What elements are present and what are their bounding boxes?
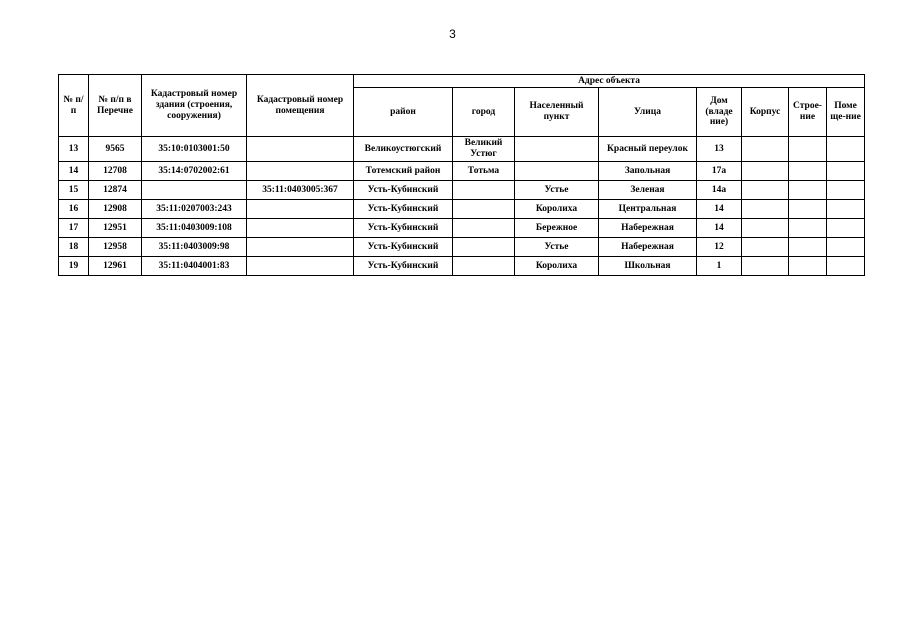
cell-room-cad [247,219,354,238]
cell-building-cad: 35:11:0403009:108 [142,219,247,238]
header-locality: Населенный пункт [515,88,599,137]
cell-locality: Бережное [515,219,599,238]
cell-building-cad: 35:11:0207003:243 [142,200,247,219]
cell-locality: Королиха [515,200,599,219]
cell-korpus [742,219,789,238]
objects-table [58,74,865,276]
cell-korpus [742,238,789,257]
table-row [59,200,865,219]
cell-stroenie [789,219,827,238]
cell-city: Тотьма [453,162,515,181]
cell-city [453,181,515,200]
header-korpus: Корпус [742,88,789,137]
cell-korpus [742,200,789,219]
cell-building-cad: 35:14:0702002:61 [142,162,247,181]
table-row [59,137,865,162]
cell-house: 13 [697,137,742,162]
cell-list-num: 12958 [89,238,142,257]
header-stroenie: Строе-ние [789,88,827,137]
cell-district: Тотемский район [354,162,453,181]
cell-list-num: 9565 [89,137,142,162]
cell-list-num: 12908 [89,200,142,219]
cell-num: 13 [59,137,89,162]
cell-city [453,200,515,219]
cell-locality: Устье [515,181,599,200]
cell-city [453,219,515,238]
header-room-cadastral: Кадастровый номер помещения [247,75,354,137]
cell-stroenie [789,162,827,181]
cell-stroenie [789,181,827,200]
cell-pomeshchenie [827,162,865,181]
cell-pomeshchenie [827,200,865,219]
cell-korpus [742,257,789,276]
cell-house: 17а [697,162,742,181]
cell-pomeshchenie [827,257,865,276]
cell-city: Великий Устюг [453,137,515,162]
cell-room-cad [247,257,354,276]
cell-house: 14а [697,181,742,200]
cell-num: 19 [59,257,89,276]
cell-house: 1 [697,257,742,276]
cell-num: 15 [59,181,89,200]
cell-district: Усть-Кубинский [354,200,453,219]
cell-stroenie [789,137,827,162]
table-row [59,257,865,276]
cell-stroenie [789,238,827,257]
header-district: район [354,88,453,137]
header-num: № п/п [59,75,89,137]
header-pomeshchenie: Поме ще-ние [827,88,865,137]
cell-locality [515,162,599,181]
header-list-num: № п/п в Перечне [89,75,142,137]
cell-street: Зеленая [599,181,697,200]
cell-city [453,238,515,257]
cell-locality: Королиха [515,257,599,276]
cell-room-cad: 35:11:0403005:367 [247,181,354,200]
table-header [59,75,865,137]
cell-street: Школьная [599,257,697,276]
cell-locality: Устье [515,238,599,257]
cell-pomeshchenie [827,137,865,162]
table-row [59,238,865,257]
cell-building-cad [142,181,247,200]
cell-room-cad [247,200,354,219]
cell-room-cad [247,137,354,162]
header-street: Улица [599,88,697,137]
cell-num: 18 [59,238,89,257]
header-building-cadastral: Кадастровый номер здания (строения, сооружения) [142,75,247,137]
cell-num: 14 [59,162,89,181]
cell-pomeshchenie [827,219,865,238]
cell-room-cad [247,162,354,181]
header-address-group: Адрес объекта [354,75,865,88]
cell-street: Центральная [599,200,697,219]
cell-list-num: 12951 [89,219,142,238]
cell-list-num: 12961 [89,257,142,276]
page-number: 3 [449,27,456,41]
cell-locality [515,137,599,162]
header-city: город [453,88,515,137]
table-body [59,137,865,276]
cell-city [453,257,515,276]
cell-list-num: 12874 [89,181,142,200]
cell-num: 16 [59,200,89,219]
cell-building-cad: 35:11:0404001:83 [142,257,247,276]
cell-korpus [742,162,789,181]
cell-korpus [742,181,789,200]
cell-house: 14 [697,200,742,219]
cell-pomeshchenie [827,181,865,200]
cell-building-cad: 35:10:0103001:50 [142,137,247,162]
cell-stroenie [789,257,827,276]
table-row [59,219,865,238]
cell-district: Усть-Кубинский [354,257,453,276]
cell-district: Великоустюгский [354,137,453,162]
cell-street: Набережная [599,219,697,238]
cell-num: 17 [59,219,89,238]
table-row [59,162,865,181]
table-row [59,181,865,200]
cell-district: Усть-Кубинский [354,219,453,238]
cell-list-num: 12708 [89,162,142,181]
cell-room-cad [247,238,354,257]
cell-street: Красный переулок [599,137,697,162]
header-house: Дом (владе ние) [697,88,742,137]
cell-house: 12 [697,238,742,257]
cell-house: 14 [697,219,742,238]
cell-stroenie [789,200,827,219]
cell-district: Усть-Кубинский [354,181,453,200]
cell-building-cad: 35:11:0403009:98 [142,238,247,257]
cell-korpus [742,137,789,162]
cell-street: Набережная [599,238,697,257]
cell-pomeshchenie [827,238,865,257]
cell-district: Усть-Кубинский [354,238,453,257]
cell-street: Запольная [599,162,697,181]
